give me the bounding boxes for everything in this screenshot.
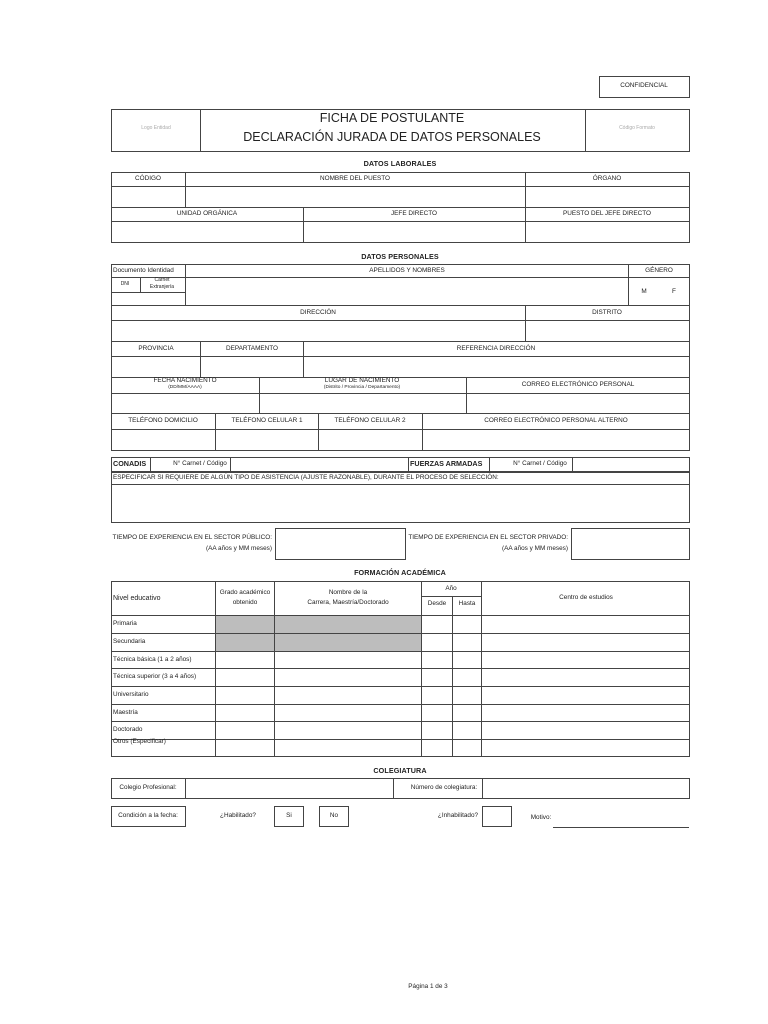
input-ffaa-carnet[interactable]	[573, 458, 689, 471]
input-provincia[interactable]	[112, 357, 200, 377]
label-fecha-formato: (DD/MM/AAAA)	[168, 385, 202, 390]
label-fecha-nac: FECHA NACIMIENTO	[153, 377, 217, 384]
table-row: Técnica superior (3 a 4 años)	[113, 673, 197, 680]
section-title-colegiatura: COLEGIATURA	[373, 766, 427, 775]
input-exp-privado[interactable]	[571, 528, 690, 560]
label-hasta: Hasta	[458, 600, 476, 607]
label-organo: ÓRGANO	[592, 175, 622, 182]
table-row: Doctorado	[113, 726, 143, 733]
input-organo[interactable]	[526, 187, 689, 207]
label-documento: Documento Identidad	[113, 267, 174, 274]
table-row: Otros (Especificar)	[113, 738, 166, 745]
input-correo[interactable]	[467, 394, 689, 413]
input-celular-1[interactable]	[216, 430, 318, 450]
label-anio: Año	[445, 585, 457, 592]
label-exp-privado-2: (AA años y MM meses)	[501, 545, 568, 552]
input-colegio[interactable]	[186, 779, 393, 798]
label-conadis: CONADIS	[113, 459, 147, 468]
label-motivo: Motivo:	[530, 814, 552, 821]
section-title-personales: DATOS PERSONALES	[361, 252, 439, 261]
input-nombre-puesto[interactable]	[186, 187, 525, 207]
motivo-line[interactable]	[553, 827, 689, 828]
label-conadis-carnet: N° Carnet / Código	[173, 460, 227, 467]
label-celular-2: TELÉFONO CELULAR 2	[334, 417, 406, 424]
label-carnet-2: Extranjería	[149, 284, 175, 290]
label-jefe-directo: JEFE DIRECTO	[390, 210, 438, 217]
label-unidad-organica: UNIDAD ORGÁNICA	[176, 210, 238, 217]
gender-f[interactable]: F	[672, 288, 676, 295]
label-numero-colegiatura: Número de colegiatura:	[410, 784, 478, 791]
table-row: Secundaria	[113, 638, 146, 645]
input-celular-2[interactable]	[319, 430, 422, 450]
label-nombre-1: Nombre de la	[328, 589, 368, 596]
input-asistencia[interactable]	[112, 485, 689, 522]
form-title: FICHA DE POSTULANTE	[319, 111, 465, 125]
input-numero-colegiatura[interactable]	[483, 779, 689, 798]
label-nivel: Nivel educativo	[113, 595, 161, 602]
academica-table	[111, 581, 690, 757]
form-subtitle: DECLARACIÓN JURADA DE DATOS PERSONALES	[243, 130, 541, 144]
label-exp-publico-2: (AA años y MM meses)	[205, 545, 272, 552]
label-apellidos: APELLIDOS Y NOMBRES	[369, 267, 445, 274]
label-departamento: DEPARTAMENTO	[225, 345, 279, 352]
table-row: Primaria	[113, 620, 137, 627]
option-no-label: No	[329, 812, 339, 819]
input-correo-alterno[interactable]	[423, 430, 689, 450]
label-carnet-1: Carnet	[154, 277, 170, 283]
label-nombre-2: Carrera, Maestría/Doctorado	[307, 599, 389, 606]
code-placeholder: Código Formato	[619, 125, 655, 131]
table-row: Técnica básica (1 a 2 años)	[113, 656, 192, 663]
input-referencia[interactable]	[304, 357, 689, 377]
label-centro: Centro de estudios	[559, 594, 613, 601]
table-row: Maestría	[113, 709, 138, 716]
label-direccion: DIRECCIÓN	[300, 309, 336, 316]
label-correo: CORREO ELECTRÓNICO PERSONAL	[521, 381, 635, 388]
input-lugar-nac[interactable]	[260, 394, 466, 413]
label-codigo: CÓDIGO	[135, 175, 161, 182]
input-distrito[interactable]	[526, 321, 689, 341]
label-exp-privado-1: TIEMPO DE EXPERIENCIA EN EL SECTOR PRIVADO:	[408, 534, 568, 541]
label-ffaa-carnet: N° Carnet / Código	[513, 460, 567, 467]
input-exp-publico[interactable]	[275, 528, 406, 560]
label-lugar-nac: LUGAR DE NACIMIENTO	[324, 377, 400, 384]
input-jefe-directo[interactable]	[304, 222, 525, 242]
input-apellidos[interactable]	[186, 278, 628, 305]
label-desde: Desde	[427, 600, 447, 607]
table-row: Universitario	[113, 691, 149, 698]
label-grado-2: obtenido	[232, 599, 258, 606]
input-tel-domicilio[interactable]	[112, 430, 215, 450]
label-asistencia: ESPECIFICAR SI REQUIERE DE ALGÚN TIPO DE ASISTENCIA (AJUSTE RAZONABLE), DURANTE EL PROCESO DE SELECCIÓN:	[113, 474, 499, 481]
label-puesto-jefe: PUESTO DEL JEFE DIRECTO	[563, 210, 651, 217]
input-fecha-nac[interactable]	[112, 394, 259, 413]
gender-m[interactable]: M	[641, 288, 647, 295]
label-tel-domicilio: TELÉFONO DOMICILIO	[128, 417, 198, 424]
label-genero: GÉNERO	[645, 267, 673, 274]
label-nombre-puesto: NOMBRE DEL PUESTO	[320, 175, 390, 182]
label-grado-1: Grado académico	[219, 589, 271, 596]
label-condicion: Condición a la fecha:	[118, 812, 178, 819]
label-correo-alterno: CORREO ELECTRÓNICO PERSONAL ALTERNO	[484, 417, 628, 424]
label-habilitado: ¿Habilitado?	[220, 812, 256, 819]
input-conadis-carnet[interactable]	[231, 458, 408, 471]
logo-placeholder: Logo Entidad	[141, 125, 171, 131]
label-ffaa: FUERZAS ARMADAS	[410, 459, 483, 468]
input-unidad-organica[interactable]	[112, 222, 303, 242]
label-exp-publico-1: TIEMPO DE EXPERIENCIA EN EL SECTOR PÚBLICO:	[112, 534, 272, 541]
label-provincia: PROVINCIA	[138, 345, 174, 352]
label-inhabilitado: ¿Inhabilitado?	[437, 812, 479, 819]
label-colegio: Colegio Profesional:	[119, 784, 177, 791]
label-lugar-sub: (Distrito / Provincia / Departamento)	[323, 385, 401, 390]
label-distrito: DISTRITO	[592, 309, 622, 316]
input-departamento[interactable]	[201, 357, 303, 377]
section-title-academica: FORMACIÓN ACADÉMICA	[354, 568, 446, 577]
label-celular-1: TELÉFONO CELULAR 1	[231, 417, 303, 424]
input-codigo[interactable]	[112, 187, 185, 207]
page-number: Página 1 de 3	[408, 983, 448, 990]
section-title-laborales: DATOS LABORALES	[363, 159, 437, 168]
option-si-label: Si	[286, 812, 292, 819]
confidential-label: CONFIDENCIAL	[620, 82, 668, 89]
label-dni: DNI	[120, 281, 130, 287]
label-referencia: REFERENCIA DIRECCIÓN	[456, 345, 536, 352]
input-puesto-jefe[interactable]	[526, 222, 689, 242]
input-direccion[interactable]	[112, 321, 525, 341]
inhabilitado-checkbox[interactable]	[482, 806, 512, 827]
